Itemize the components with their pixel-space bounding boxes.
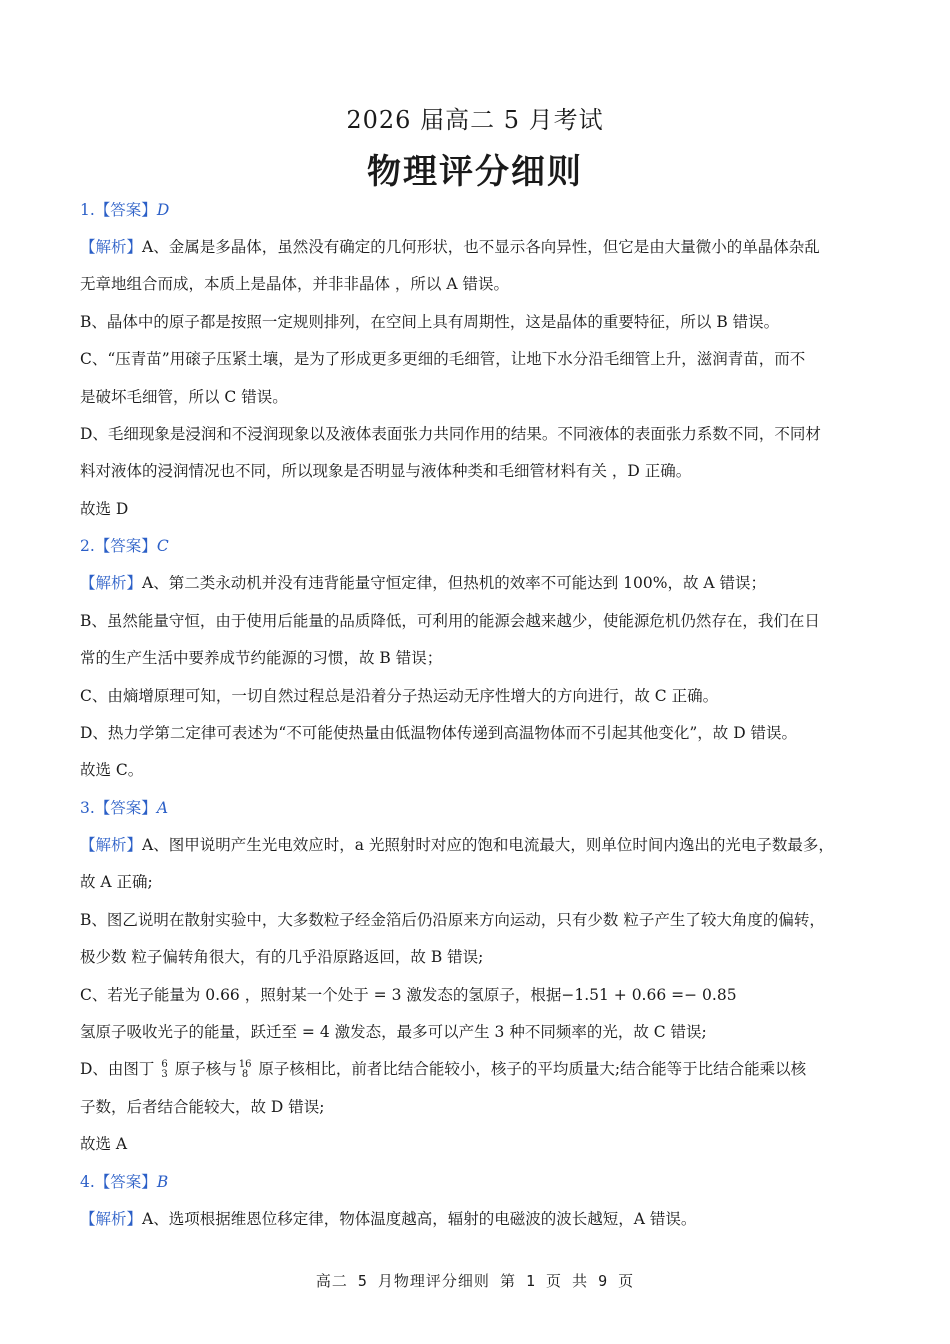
lithium-nuclide [161, 1060, 167, 1080]
q1-b1: B、晶体中的原子都是按照一定规则排列，在空间上具有周期性，这是晶体的重要特征，所以 B 错误。 [80, 313, 780, 331]
q3-answer-line [80, 796, 880, 820]
oxygen-atomic-number: 8 [241, 1069, 249, 1080]
q2-c1: C、由熵增原理可知，一切自然过程总是沿着分子热运动无序性增大的方向进行，故 C 正确。 [80, 687, 719, 705]
q3-a1-text: A、图甲说明产生光电效应时，a 光照射时对应的饱和电流最大，则单位时间内逸出的光电子数最多， [142, 836, 834, 854]
exam-title: 2026 届高二 5 月考试 [346, 106, 604, 134]
q3-answer: A [156, 799, 169, 817]
q4-analysis-a1 [80, 1207, 880, 1231]
q1-d1: D、毛细现象是浸润和不浸润现象以及液体表面张力共同作用的结果。不同液体的表面张力系数不同，不同材 [80, 425, 821, 443]
q3-d1-pre: D、由图丁 [80, 1060, 155, 1078]
q1-a2: 无章地组合而成，本质上是晶体，并非非晶体 ，所以 A 错误。 [80, 275, 509, 293]
q1-c2: 是破坏毛细管，所以 C 错误。 [80, 388, 288, 406]
q3-a2: 故 A 正确; [80, 873, 153, 891]
q2-a1-text: A、第二类永动机并没有违背能量守恒定律，但热机的效率不可能达到 100%，故 A 错误； [142, 574, 766, 592]
q2-answer-tag: 【答案】 [94, 537, 157, 555]
q1-conclusion: 故选 D [80, 500, 129, 518]
q3-answer-tag: 【答案】 [94, 799, 157, 817]
q4-answer-line [80, 1170, 880, 1194]
q3-b2: 极少数 粒子偏转角很大，有的几乎沿原路返回，故 B 错误; [80, 948, 484, 966]
q3-c2: 氢原子吸收光子的能量，跃迁至 = 4 激发态，最多可以产生 3 种不同频率的光，故 C 错误; [80, 1023, 707, 1041]
q1-c1: C、“压青苗”用磙子压紧土壤，是为了形成更多更细的毛细管，让地下水分沿毛细管上升，滋润青苗，而不 [80, 350, 806, 368]
page-footer: 高二 5 月物理评分细则 第 1 页 共 9 页 [315, 1272, 635, 1290]
q3-conclusion: 故选 A [80, 1135, 128, 1153]
q3-analysis-tag: 【解析】 [80, 836, 143, 854]
q2-number: 2. [80, 537, 95, 555]
q2-answer-line [80, 534, 880, 558]
q3-d1-mid: 原子核与 [174, 1060, 237, 1078]
q4-a1-text: A、选项根据维恩位移定律，物体温度越高，辐射的电磁波的波长越短，A 错误。 [142, 1210, 697, 1228]
q2-analysis-tag: 【解析】 [80, 574, 143, 592]
q3-number: 3. [80, 799, 95, 817]
q2-b2: 常的生产生活中要养成节约能源的习惯，故 B 错误； [80, 649, 443, 667]
lithium-atomic-number: 3 [161, 1069, 168, 1080]
q2-b1: B、虽然能量守恒，由于使用后能量的品质降低，可利用的能源会越来越少，使能源危机仍然存在，我们在日 [80, 612, 820, 630]
q2-answer: C [156, 537, 169, 555]
q1-number: 1. [80, 201, 95, 219]
q1-analysis-tag: 【解析】 [80, 238, 143, 256]
q4-analysis-tag: 【解析】 [80, 1210, 143, 1228]
oxygen-nuclide [239, 1060, 252, 1080]
q1-answer-tag: 【答案】 [94, 201, 157, 219]
q1-a1-text: A、金属是多晶体，虽然没有确定的几何形状，也不显示各向异性，但它是由大量微小的单晶体杂乱 [142, 238, 820, 256]
q1-d2: 料对液体的浸润情况也不同，所以现象是否明显与液体种类和毛细管材料有关 ，D 正确。 [80, 462, 692, 480]
q2-d1: D、热力学第二定律可表述为“不可能使热量由低温物体传递到高温物体而不引起其他变化”，故 D 错误。 [80, 724, 798, 742]
q1-answer: D [156, 201, 170, 219]
q3-d1-post: 原子核相比，前者比结合能较小，核子的平均质量大;结合能等于比结合能乘以核 [258, 1060, 807, 1078]
oxygen-mass-number: 16 [238, 1059, 252, 1070]
document-title: 物理评分细则 [367, 152, 583, 192]
q1-answer-line [80, 198, 880, 222]
q3-b1: B、图乙说明在散射实验中，大多数粒子经金箔后仍沿原来方向运动，只有少数 粒子产生了较大角度的偏转， [80, 911, 825, 929]
q2-analysis-a1 [80, 571, 880, 595]
q3-d2: 子数，后者结合能较大，故 D 错误; [80, 1098, 325, 1116]
q3-analysis-a1 [80, 833, 880, 857]
lithium-mass-number: 6 [161, 1059, 168, 1070]
q4-answer: B [156, 1173, 169, 1191]
q4-number: 4. [80, 1173, 95, 1191]
q3-c1: C、若光子能量为 0.66 ，照射某一个处于 = 3 激发态的氢原子，根据−1.51 + 0.66 =− 0.85 [80, 986, 737, 1004]
q3-d1 [80, 1057, 880, 1081]
q2-conclusion: 故选 C。 [80, 761, 144, 779]
q1-analysis-a1 [80, 235, 880, 259]
q4-answer-tag: 【答案】 [94, 1173, 157, 1191]
